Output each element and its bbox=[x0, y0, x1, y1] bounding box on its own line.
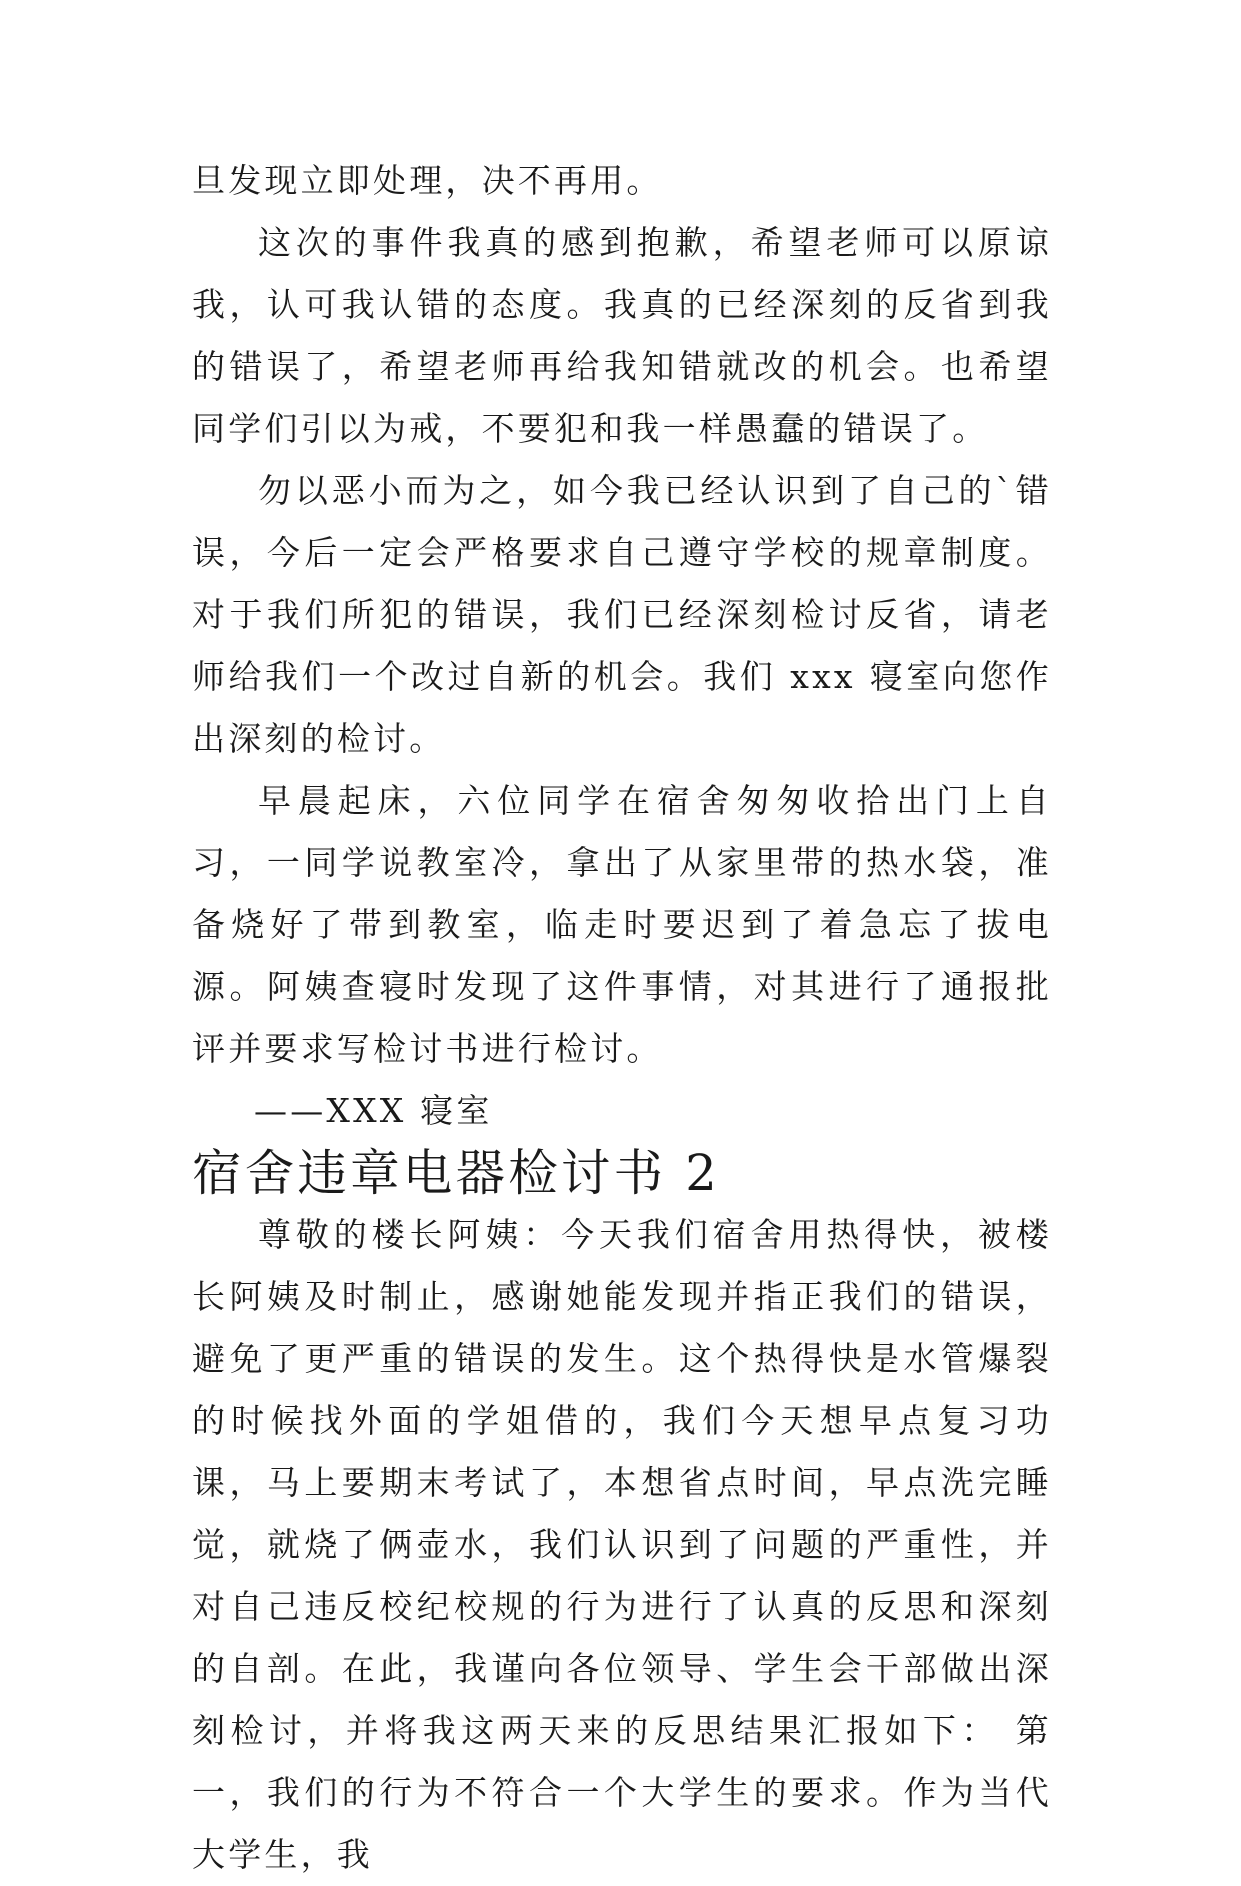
apology-paragraph: 这次的事件我真的感到抱歉，希望老师可以原谅我，认可我认错的态度。我真的已经深刻的反省到我的错误了，希望老师再给我知错就改的机会。也希望同学们引以为戒，不要犯和我一样愚蠢的错误了。 bbox=[192, 223, 1052, 448]
document-body bbox=[192, 150, 1052, 1886]
section-title: 宿舍违章电器检讨书 2 bbox=[192, 1144, 720, 1202]
continued-paragraph: 旦发现立即处理，决不再用。 bbox=[192, 161, 663, 200]
signature: ——XXX 寝室 bbox=[254, 1091, 493, 1130]
section-paragraph: 尊敬的楼长阿姨：今天我们宿舍用热得快，被楼长阿姨及时制止，感谢她能发现并指正我们的错误，避免了更严重的错误的发生。这个热得快是水管爆裂的时候找外面的学姐借的，我们今天想早点复习功课，马上要期末考试了，本想省点时间，早点洗完睡觉，就烧了俩壶水，我们认识到了问题的严重性，并对自己违反校纪校规的行为进行了认真的反思和深刻的自剖。在此，我谨向各位领导、学生会干部做出深刻检讨，并将我这两天来的反思结果汇报如下： 第一，我们的行为不符合一个大学生的要求。作为当代大学生，我 bbox=[192, 1215, 1052, 1874]
commitment-paragraph: 勿以恶小而为之，如今我已经认识到了自己的`错误，今后一定会严格要求自己遵守学校的规章制度。对于我们所犯的错误，我们已经深刻检讨反省，请老师给我们一个改过自新的机会。我们 xxx 寝室向您作出深刻的检讨。 bbox=[192, 471, 1052, 758]
incident-paragraph: 早晨起床，六位同学在宿舍匆匆收拾出门上自习，一同学说教室冷，拿出了从家里带的热水袋，准备烧好了带到教室，临走时要迟到了着急忘了拔电源。阿姨查寝时发现了这件事情，对其进行了通报批评并要求写检讨书进行检讨。 bbox=[192, 781, 1052, 1068]
